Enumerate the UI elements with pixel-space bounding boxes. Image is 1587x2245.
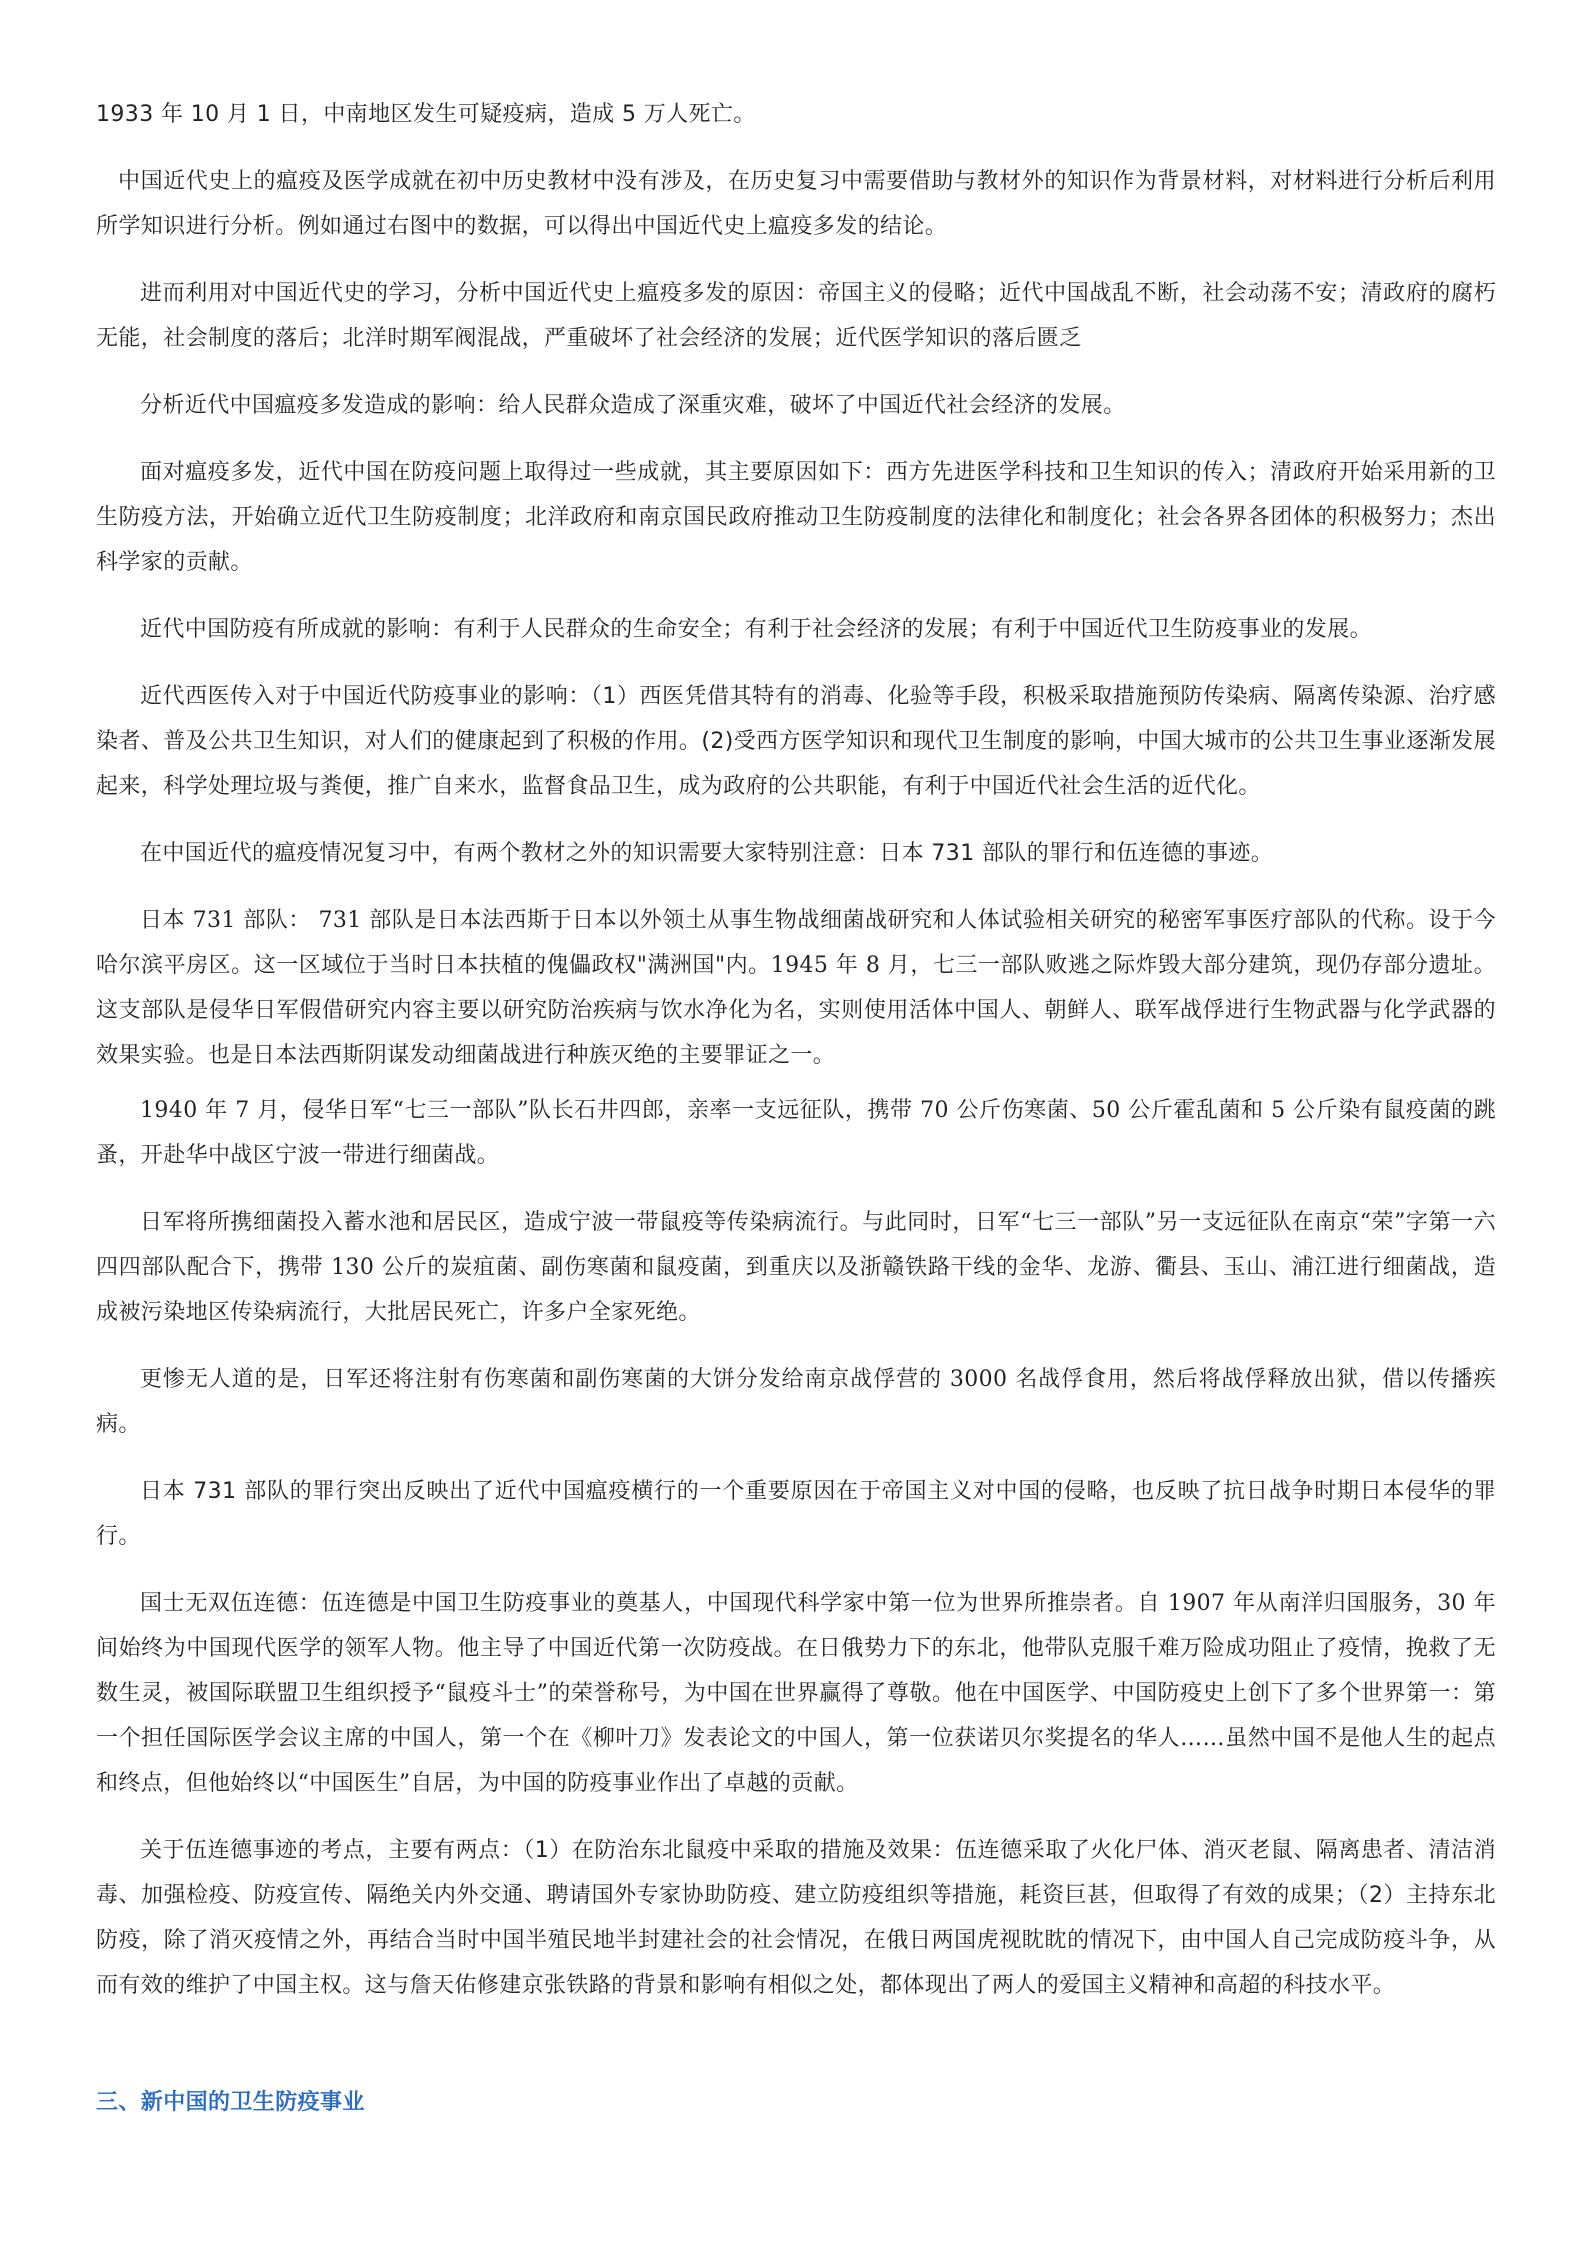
section-heading: 三、新中国的卫生防疫事业 [96, 2090, 365, 2115]
paragraph-1940-expedition: 1940 年 7 月，侵华日军“七三一部队”队长石井四郎，亲率一支远征队，携带 70 公斤伤寒菌、50 公斤霍乱菌和 5 公斤染有鼠疫菌的跳蚤，开赴华中战区宁波一带进行细菌战。 [96, 1098, 1496, 1168]
paragraph-effects: 分析近代中国瘟疫多发造成的影响：给人民群众造成了深重灾难，破坏了中国近代社会经济的发展。 [140, 393, 1126, 418]
paragraph-germ-warfare: 日军将所携细菌投入蓄水池和居民区，造成宁波一带鼠疫等传染病流行。与此同时，日军“七三一部队”另一支远征队在南京“荣”字第一六四四部队配合下，携带 130 公斤的炭疽菌、副伤寒菌和鼠疫菌，到重庆以及浙赣铁路干线的金华、龙游、衢县、玉山、浦江进行细菌战，造成被污染地区传染病流行，大批居民死亡，许多户全家死绝。 [96, 1210, 1496, 1325]
document-page [96, 92, 1496, 2125]
paragraph-two-topics: 在中国近代的瘟疫情况复习中，有两个教材之外的知识需要大家特别注意：日本 731 部队的罪行和伍连德的事迹。 [140, 841, 1274, 866]
paragraph-achievements: 面对瘟疫多发，近代中国在防疫问题上取得过一些成就，其主要原因如下：西方先进医学科技和卫生知识的传入；清政府开始采用新的卫生防疫方法，开始确立近代卫生防疫制度；北洋政府和南京国民政府推动卫生防疫制度的法律化和制度化；社会各界各团体的积极努力；杰出科学家的贡献。 [96, 460, 1496, 575]
paragraph-achievement-impact: 近代中国防疫有所成就的影响：有利于人民群众的生命安全；有利于社会经济的发展；有利于中国近代卫生防疫事业的发展。 [140, 617, 1373, 642]
paragraph-unit-731: 日本 731 部队： 731 部队是日本法西斯于日本以外领土从事生物战细菌战研究和人体试验相关研究的秘密军事医疗部队的代称。设于今哈尔滨平房区。这一区域位于当时日本扶植的傀儡政权"满洲国"内。1945 年 8 月，七三一部队败逃之际炸毁大部分建筑，现仍存部分遗址。这支部队是侵华日军假借研究内容主要以研究防治疾病与饮水净化为名，实则使用活体中国人、朝鲜人、联军战俘进行生物武器与化学武器的效果实验。也是日本法西斯阴谋发动细菌战进行种族灭绝的主要罪证之一。 [96, 908, 1496, 1068]
paragraph-pow-cruelty: 更惨无人道的是，日军还将注射有伤寒菌和副伤寒菌的大饼分发给南京战俘营的 3000 名战俘食用，然后将战俘释放出狱，借以传播疾病。 [96, 1367, 1496, 1437]
paragraph-1933-epidemic: 1933 年 10 月 1 日，中南地区发生可疑疫病，造成 5 万人死亡。 [96, 102, 756, 127]
paragraph-731-significance: 日本 731 部队的罪行突出反映出了近代中国瘟疫横行的一个重要原因在于帝国主义对中国的侵略，也反映了抗日战争时期日本侵华的罪行。 [96, 1479, 1496, 1549]
paragraph-wu-liande: 国士无双伍连德：伍连德是中国卫生防疫事业的奠基人，中国现代科学家中第一位为世界所推崇者。自 1907 年从南洋归国服务，30 年间始终为中国现代医学的领军人物。他主导了中国近代第一次防疫战。在日俄势力下的东北，他带队克服千难万险成功阻止了疫情，挽救了无数生灵，被国际联盟卫生组织授予“鼠疫斗士”的荣誉称号，为中国在世界赢得了尊敬。他在中国医学、中国防疫史上创下了多个世界第一：第一个担任国际医学会议主席的中国人，第一个在《柳叶刀》发表论文的中国人，第一位获诺贝尔奖提名的华人……虽然中国不是他人生的起点和终点，但他始终以“中国医生”自居，为中国的防疫事业作出了卓越的贡献。 [96, 1591, 1496, 1796]
paragraph-causes: 进而利用对中国近代史的学习，分析中国近代史上瘟疫多发的原因：帝国主义的侵略；近代中国战乱不断，社会动荡不安；清政府的腐朽无能，社会制度的落后；北洋时期军阀混战，严重破坏了社会经济的发展；近代医学知识的落后匮乏 [96, 281, 1496, 351]
paragraph-intro: 中国近代史上的瘟疫及医学成就在初中历史教材中没有涉及，在历史复习中需要借助与教材外的知识作为背景材料，对材料进行分析后利用所学知识进行分析。例如通过右图中的数据，可以得出中国近代史上瘟疫多发的结论。 [96, 169, 1496, 239]
paragraph-wu-liande-exam-points: 关于伍连德事迹的考点，主要有两点：（1）在防治东北鼠疫中采取的措施及效果：伍连德采取了火化尸体、消灭老鼠、隔离患者、清洁消毒、加强检疫、防疫宣传、隔绝关内外交通、聘请国外专家协助防疫、建立防疫组织等措施，耗资巨甚，但取得了有效的成果；（2）主持东北防疫，除了消灭疫情之外，再结合当时中国半殖民地半封建社会的社会情况，在俄日两国虎视眈眈的情况下，由中国人自己完成防疫斗争，从而有效的维护了中国主权。这与詹天佑修建京张铁路的背景和影响有相似之处，都体现出了两人的爱国主义精神和高超的科技水平。 [96, 1838, 1496, 1998]
paragraph-western-medicine: 近代西医传入对于中国近代防疫事业的影响：（1）西医凭借其特有的消毒、化验等手段，积极采取措施预防传染病、隔离传染源、治疗感染者、普及公共卫生知识，对人们的健康起到了积极的作用。(2)受西方医学知识和现代卫生制度的影响，中国大城市的公共卫生事业逐渐发展起来，科学处理垃圾与粪便，推广自来水，监督食品卫生，成为政府的公共职能，有利于中国近代社会生活的近代化。 [96, 684, 1496, 799]
